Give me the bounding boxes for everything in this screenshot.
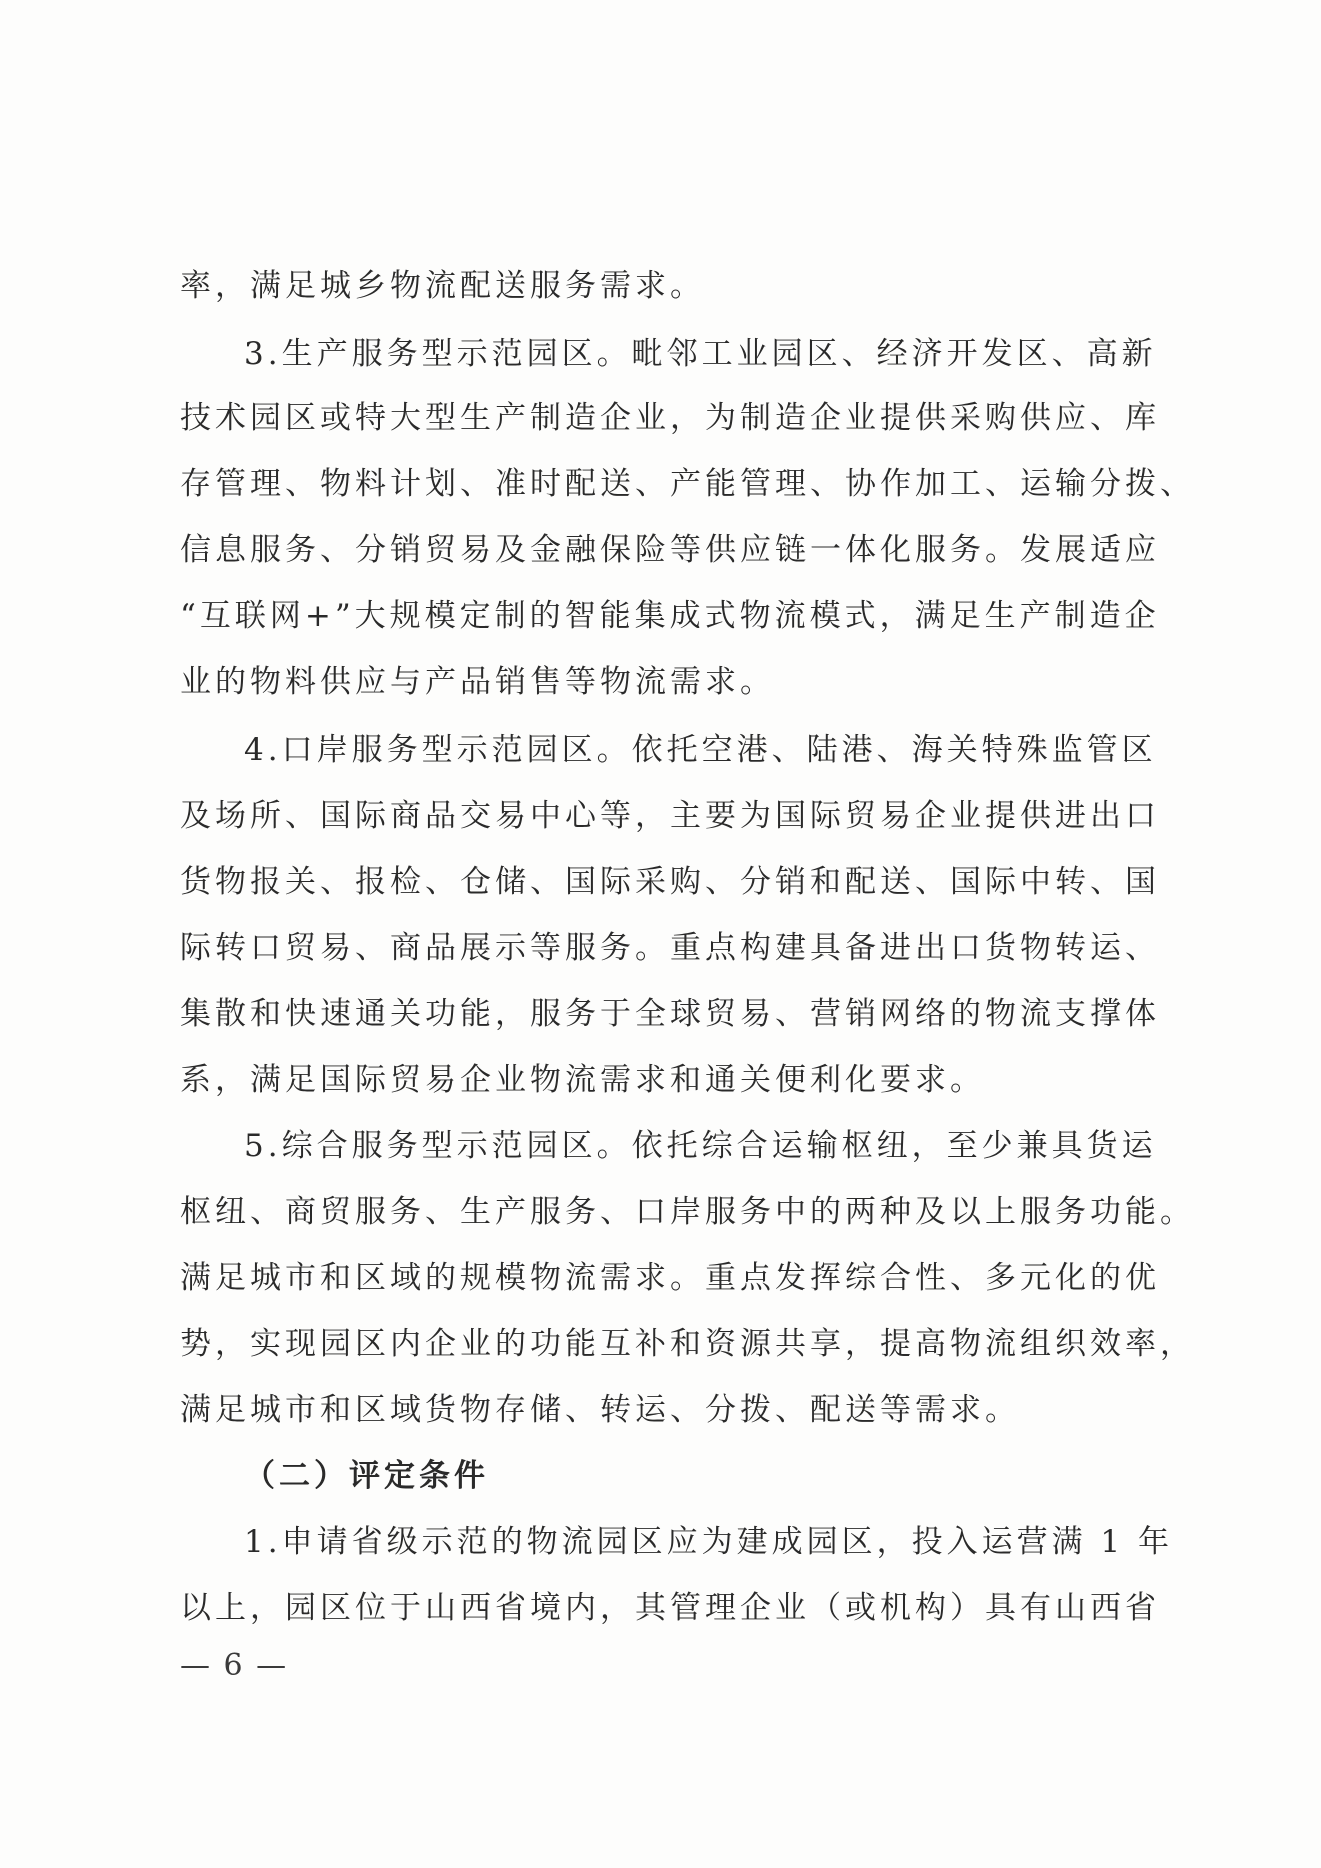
text-line: 存管理、物料计划、准时配送、产能管理、协作加工、运输分拨、: [180, 466, 1195, 502]
text-line: 业的物料供应与产品销售等物流需求。: [180, 664, 775, 700]
text-line: 系，满足国际贸易企业物流需求和通关便利化要求。: [180, 1062, 985, 1098]
text-line: 势，实现园区内企业的功能互补和资源共享，提高物流组织效率，: [180, 1326, 1195, 1362]
condition-1-line: 1.申请省级示范的物流园区应为建成园区，投入运营满 1 年: [244, 1524, 1174, 1560]
text-line: 信息服务、分销贸易及金融保险等供应链一体化服务。发展适应: [180, 532, 1160, 568]
paragraph-4-line: 4.口岸服务型示范园区。依托空港、陆港、海关特殊监管区: [244, 732, 1157, 768]
text-line: 际转口贸易、商品展示等服务。重点构建具备进出口货物转运、: [180, 930, 1160, 966]
text-line: 技术园区或特大型生产制造企业，为制造企业提供采购供应、库: [180, 400, 1160, 436]
text-line: 货物报关、报检、仓储、国际采购、分销和配送、国际中转、国: [180, 864, 1160, 900]
text-line: 集散和快速通关功能，服务于全球贸易、营销网络的物流支撑体: [180, 996, 1160, 1032]
page-number: — 6 —: [180, 1648, 289, 1683]
paragraph-5-line: 5.综合服务型示范园区。依托综合运输枢纽，至少兼具货运: [244, 1128, 1157, 1164]
text-line: “互联网+”大规模定制的智能集成式物流模式，满足生产制造企: [180, 598, 1160, 634]
text-line: 枢纽、商贸服务、生产服务、口岸服务中的两种及以上服务功能。: [180, 1194, 1195, 1230]
section-heading: （二）评定条件: [244, 1458, 489, 1494]
text-line: 以上，园区位于山西省境内，其管理企业（或机构）具有山西省: [180, 1590, 1160, 1626]
text-line: 率，满足城乡物流配送服务需求。: [180, 268, 705, 304]
paragraph-3-line: 3.生产服务型示范园区。毗邻工业园区、经济开发区、高新: [244, 336, 1157, 372]
text-line: 满足城市和区域货物存储、转运、分拨、配送等需求。: [180, 1392, 1020, 1428]
text-line: 及场所、国际商品交易中心等，主要为国际贸易企业提供进出口: [180, 798, 1160, 834]
text-line: 满足城市和区域的规模物流需求。重点发挥综合性、多元化的优: [180, 1260, 1160, 1296]
